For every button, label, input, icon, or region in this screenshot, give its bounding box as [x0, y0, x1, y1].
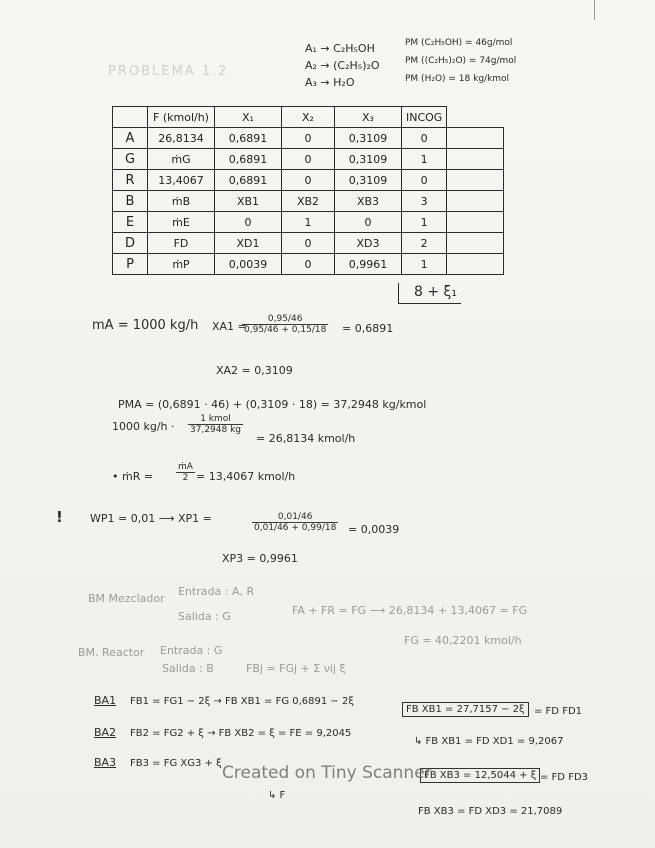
ba3-equation: FB3 = FG XG3 + ξ	[130, 758, 222, 769]
reactor-equation: FBj = FGj + Σ νij ξ	[246, 662, 346, 675]
mass-flow-a: mA = 1000 kg/h	[92, 318, 199, 333]
ba2-label: BA2	[94, 726, 117, 739]
extra-cell	[447, 149, 504, 170]
x2-cell: 0	[282, 170, 335, 191]
mixer-label: BM Mezclador	[88, 592, 165, 605]
xa1-result: = 0,6891	[342, 322, 394, 335]
x2-cell: 0	[282, 149, 335, 170]
ba1-equation: FB1 = FG1 − 2ξ → FB XB1 = FG 0,6891 − 2ξ	[130, 696, 354, 707]
flow-denominator: 37,2948 kg	[190, 425, 242, 435]
stream-label: P	[113, 254, 148, 275]
stream-label: A	[113, 128, 148, 149]
unknowns-total: 8 + ξ₁	[414, 284, 457, 300]
mixer-equation: FA + FR = FG ⟶ 26,8134 + 13,4067 = FG	[292, 604, 528, 617]
molar-mass-ethanol: PM (C₂H₅OH) = 46g/mol	[405, 38, 513, 48]
mixer-inputs: Entrada : A, R	[178, 585, 255, 598]
x3-cell: XB3	[335, 191, 402, 212]
balance-table	[112, 106, 504, 275]
stream-label: R	[113, 170, 148, 191]
average-molar-mass: PMA = (0,6891 · 46) + (0,3109 · 18) = 37,2948 kg/kmol	[118, 398, 427, 411]
incog-cell: 2	[402, 233, 447, 254]
stream-label: E	[113, 212, 148, 233]
extra-cell	[447, 191, 504, 212]
flow-conversion-result: = 26,8134 kmol/h	[256, 432, 356, 445]
species-a1: A₁ → C₂H₅OH	[305, 42, 375, 55]
ba3-label: BA3	[94, 756, 117, 769]
incog-cell: 1	[402, 212, 447, 233]
table-header-row	[113, 107, 504, 128]
ba2-equation: FB2 = FG2 + ξ → FB XB2 = ξ = FE = 9,2045	[130, 728, 352, 739]
ba3-boxed: FB XB3 = 12,5044 + ξ	[420, 768, 540, 783]
xp3-value: XP3 = 0,9961	[222, 552, 298, 565]
incog-cell: 1	[402, 254, 447, 275]
ba1-boxed: FB XB1 = 27,7157 − 2ξ	[402, 702, 529, 717]
recycle-numerator: ṁA	[178, 462, 193, 472]
table-row	[113, 212, 504, 233]
table-row	[113, 170, 504, 191]
x3-cell: 0,3109	[335, 128, 402, 149]
header-cell	[113, 107, 148, 128]
recycle-flow-result: = 13,4067 kmol/h	[196, 470, 296, 483]
x3-cell: XD3	[335, 233, 402, 254]
species-a3: A₃ → H₂O	[305, 76, 355, 89]
xp1-denominator: 0,01/46 + 0,99/18	[254, 523, 337, 533]
molar-mass-ether: PM ((C₂H₅)₂O) = 74g/mol	[405, 56, 517, 66]
header-cell: X₃	[335, 107, 402, 128]
x1-cell: 0,0039	[215, 254, 282, 275]
margin-mark: !	[56, 508, 63, 526]
xa1-numerator: 0,95/46	[242, 314, 328, 325]
x3-cell: 0,3109	[335, 149, 402, 170]
incog-cell: 3	[402, 191, 447, 212]
ba1-sub: ↳ FB XB1 = FD XD1 = 9,2067	[414, 736, 564, 747]
extra-column	[447, 107, 504, 128]
header-cell: X₁	[215, 107, 282, 128]
flow-conversion-fraction	[188, 414, 243, 435]
incog-cell: 0	[402, 128, 447, 149]
flow-cell: ṁP	[148, 254, 215, 275]
table-row	[113, 128, 504, 149]
header-cell: X₂	[282, 107, 335, 128]
mixer-outputs: Salida : G	[178, 610, 231, 623]
table-row	[113, 149, 504, 170]
xp1-result: = 0,0039	[348, 523, 400, 536]
recycle-flow-lhs: • ṁR =	[112, 470, 154, 483]
recycle-denominator: 2	[182, 473, 189, 483]
header-cell: INCOG	[402, 107, 447, 128]
x2-cell: 0	[282, 233, 335, 254]
ba1-label: BA1	[94, 694, 117, 707]
table-row	[113, 191, 504, 212]
scanner-watermark: Created on Tiny Scanner	[222, 763, 432, 783]
x3-cell: 0,3109	[335, 170, 402, 191]
extra-cell	[447, 212, 504, 233]
flow-cell: 13,4067	[148, 170, 215, 191]
stream-label: D	[113, 233, 148, 254]
reactor-inputs: Entrada : G	[160, 644, 223, 657]
flow-cell: FD	[148, 233, 215, 254]
molar-mass-water: PM (H₂O) = 18 kg/kmol	[405, 74, 510, 84]
x1-cell: 0,6891	[215, 170, 282, 191]
recycle-flow-fraction	[176, 462, 195, 483]
x2-cell: XB2	[282, 191, 335, 212]
xa1-label: XA1 =	[212, 320, 247, 333]
extra-cell	[447, 233, 504, 254]
stream-label: B	[113, 191, 148, 212]
extra-cell	[447, 254, 504, 275]
flow-cell: ṁB	[148, 191, 215, 212]
x1-cell: 0	[215, 212, 282, 233]
x2-cell: 1	[282, 212, 335, 233]
ba3-tail: = FD FD3	[540, 772, 589, 783]
table-row	[113, 254, 504, 275]
x1-cell: XB1	[215, 191, 282, 212]
stream-label: G	[113, 149, 148, 170]
x1-cell: 0,6891	[215, 128, 282, 149]
xp1-numerator: 0,01/46	[252, 512, 338, 523]
x2-cell: 0	[282, 128, 335, 149]
flow-cell: ṁG	[148, 149, 215, 170]
header-cell: F (kmol/h)	[148, 107, 215, 128]
extra-cell	[447, 128, 504, 149]
x3-cell: 0	[335, 212, 402, 233]
table-row	[113, 233, 504, 254]
x1-cell: 0,6891	[215, 149, 282, 170]
x3-cell: 0,9961	[335, 254, 402, 275]
incog-cell: 1	[402, 149, 447, 170]
species-a2: A₂ → (C₂H₅)₂O	[305, 59, 380, 72]
xa1-fraction	[242, 314, 328, 335]
xp1-fraction	[252, 512, 338, 533]
ba3-sub: ↳ F	[268, 790, 286, 801]
xa2-value: XA2 = 0,3109	[216, 364, 293, 377]
page-edge-mark	[594, 0, 595, 20]
wp1-line: WP1 = 0,01 ⟶ XP1 =	[90, 512, 212, 525]
flow-numerator: 1 kmol	[188, 414, 243, 425]
x1-cell: XD1	[215, 233, 282, 254]
flow-cell: 26,8134	[148, 128, 215, 149]
reactor-outputs: Salida : B	[162, 662, 214, 675]
x2-cell: 0	[282, 254, 335, 275]
problem-title: PROBLEMA 1.2	[108, 64, 229, 79]
xa1-denominator: 0,95/46 + 0,15/18	[244, 325, 327, 335]
flow-conversion-lhs: 1000 kg/h ·	[112, 420, 175, 433]
ba1-tail: = FD FD1	[534, 706, 583, 717]
extra-cell	[447, 170, 504, 191]
flow-cell: ṁE	[148, 212, 215, 233]
feed-flow-g: FG = 40,2201 kmol/h	[404, 634, 522, 647]
incog-cell: 0	[402, 170, 447, 191]
final-balance: FB XB3 = FD XD3 = 21,7089	[418, 806, 563, 817]
reactor-label: BM. Reactor	[78, 646, 145, 659]
